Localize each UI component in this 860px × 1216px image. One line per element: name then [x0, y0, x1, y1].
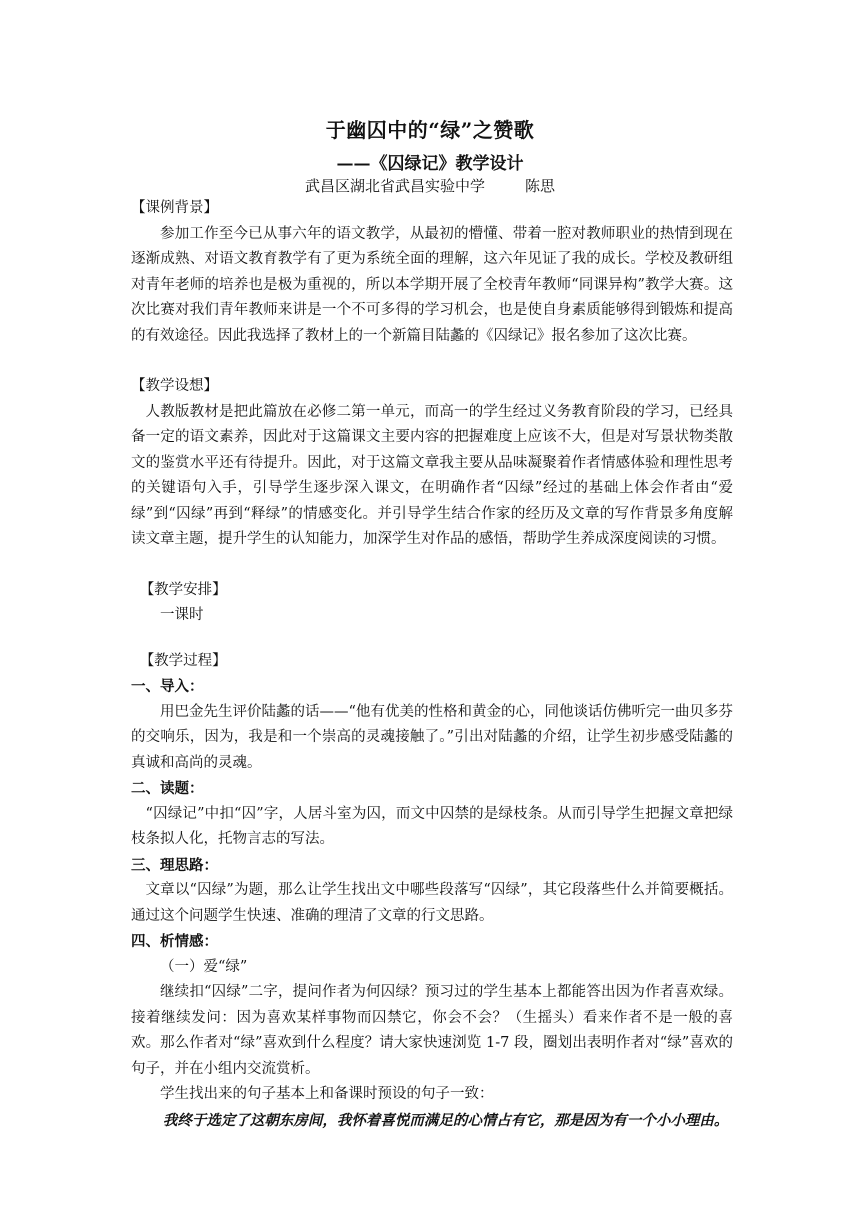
- document-body: [131, 196, 733, 1133]
- author-line: [0, 175, 860, 196]
- emotion-quote: 我终于选定了这朝东房间，我怀着喜悦而满足的心情占有它，那是因为有一个小小理由。: [162, 1111, 729, 1129]
- title-reading-heading: 二、读题：: [131, 780, 204, 797]
- document-subtitle: ——《囚绿记》教学设计: [336, 154, 524, 174]
- structure-paragraph: 文章以“囚绿”为题，那么让学生找出文中哪些段落写“囚绿”，其它段落些什么并简要概括。通过这个问题学生快速、准确的理清了文章的行文思路。: [131, 882, 733, 924]
- emotion-subheading: （一）爱“绿”: [160, 958, 248, 975]
- section-heading-concept: 【教学设想】: [131, 378, 218, 394]
- section-heading-background: 【课例背景】: [131, 200, 218, 216]
- section-heading-process: 【教学过程】: [139, 652, 227, 669]
- section-heading-schedule: 【教学安排】: [139, 581, 227, 598]
- background-paragraph: 参加工作至今已从事六年的语文教学，从最初的懵懂、带着一腔对教师职业的热情到现在逐渐成熟、对语文教育教学有了更为系统全面的理解，这六年见证了我的成长。学校及教研组对青年老师的培养也是极为重视的，所以本学期开展了全校青年教师“同课异构”教学大赛。这次比赛对我们青年教师来讲是一个不可多得的学习机会，也是使自身素质能够得到锻炼和提高的有效途径。因此我选择了教材上的一个新篇目陆蠡的《囚绿记》报名参加了这次比赛。: [131, 225, 733, 344]
- school-name: 武昌区湖北省武昌实验中学: [304, 177, 485, 195]
- document-title: 于幽囚中的“绿”之赞歌: [325, 118, 535, 142]
- emotion-heading: 四、析情感：: [131, 933, 218, 950]
- title-reading-paragraph: “囚绿记”中扣“囚”字，人居斗室为囚，而文中囚禁的是绿枝条。从而引导学生把握文章把绿枝条拟人化，托物言志的写法。: [131, 805, 733, 847]
- emotion-paragraph: 继续扣“囚绿”二字，提问作者为何囚绿？预习过的学生基本上都能答出因为作者喜欢绿。接着继续发问：因为喜欢某样事物而囚禁它，你会不会？（生摇头）看来作者不是一般的喜欢。那么作者对“绿”喜欢到什么程度？请大家快速浏览 1-7 段，圈划出表明作者对“绿”喜欢的句子，并在小组内交流赏析。: [131, 984, 733, 1077]
- concept-paragraph: 人教版教材是把此篇放在必修二第一单元，而高一的学生经过义务教育阶段的学习，已经具备一定的语文素养，因此对于这篇课文主要内容的把握难度上应该不大，但是对写景状物类散文的鉴赏水平还有待提升。因此，对于这篇文章我主要从品味凝聚着作者情感体验和理性思考的关键语句入手，引导学生逐步深入课文，在明确作者“囚绿”经过的基础上体会作者由“爱绿”到“囚绿”再到“释绿”的情感变化。并引导学生结合作家的经历及文章的写作背景多角度解读文章主题，提升学生的认知能力，加深学生对作品的感悟，帮助学生养成深度阅读的习惯。: [131, 403, 733, 547]
- author-name: 陈思: [525, 177, 556, 195]
- structure-heading: 三、理思路：: [131, 856, 218, 874]
- schedule-paragraph: 一课时: [160, 607, 204, 623]
- emotion-paragraph-2: 学生找出来的句子基本上和备课时预设的句子一致：: [160, 1086, 494, 1102]
- intro-heading: 一、导入：: [131, 678, 204, 695]
- intro-paragraph: 用巴金先生评价陆蠡的话——“他有优美的性格和黄金的心，同他谈话仿佛听完一曲贝多芬的交响乐，因为，我是和一个崇高的灵魂接触了。”引出对陆蠡的介绍，让学生初步感受陆蠡的真诚和高尚的灵魂。: [131, 703, 733, 771]
